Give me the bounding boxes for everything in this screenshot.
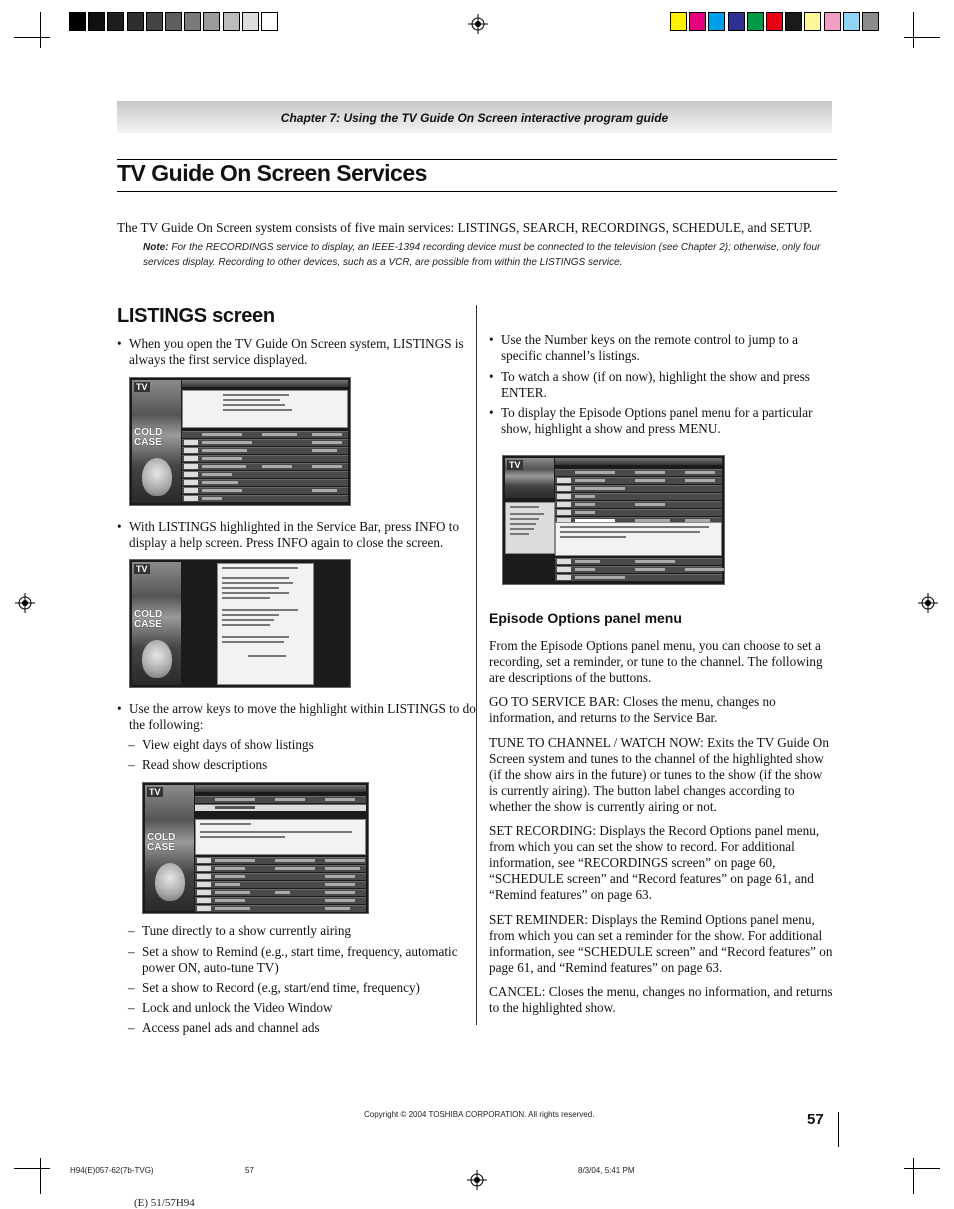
listing-grid (195, 856, 366, 912)
color-swatch (804, 12, 821, 31)
listings-dash-6: – Lock and unlock the Video Window (128, 1000, 472, 1016)
right-bullet-2: • To watch a show (if on now), highlight the show and press ENTER. (489, 369, 841, 401)
listing-grid (555, 468, 722, 524)
file-page: 57 (245, 1166, 254, 1175)
info-window (182, 390, 348, 428)
color-swatch (69, 12, 86, 31)
tv-guide-logo: TV (136, 564, 148, 574)
description-screenshot (142, 782, 369, 914)
service-bar (195, 785, 366, 792)
note (143, 240, 833, 270)
note-label: Note: (143, 242, 169, 253)
note-text: For the RECORDINGS service to display, an IEEE-1394 recording device must be connected to the television (see Chapter 2); otherwise, only four services display. Recording to other devices, such as a VCR, are possible from within the LISTINGS service. (143, 242, 821, 268)
color-swatch (785, 12, 802, 31)
ad-photo (142, 458, 172, 496)
ad-text: CASE (134, 437, 162, 448)
ad-text: COLD (134, 427, 163, 438)
service-bar (182, 380, 348, 387)
episode-paragraph-3: TUNE TO CHANNEL / WATCH NOW: Exits the TV Guide On Screen system and tunes to the channel of the highlighted show (if the show airs in the future) or tunes to the show (if the show is currently airing). The button label changes according to whether the show is currently airing or not. (489, 735, 829, 814)
right-bullet-3: • To display the Episode Options panel menu for a particular show, highlight a show and press MENU. (489, 405, 841, 437)
registration-mark-icon (467, 1170, 487, 1190)
listing-grid (195, 795, 366, 811)
listings-dash-1: – View eight days of show listings (128, 737, 472, 753)
model-number: (E) 51/57H94 (134, 1197, 195, 1209)
episode-paragraph-6: CANCEL: Closes the menu, changes no information, and returns to the highlighted show. (489, 984, 833, 1015)
tv-guide-logo: TV (149, 787, 161, 797)
listings-bullet-1: • When you open the TV Guide On Screen system, LISTINGS is always the first service displayed. (117, 336, 477, 368)
episode-paragraph-4: SET RECORDING: Displays the Record Options panel menu, from which you can set the show to record. For additional information, see “RECORDINGS screen” on page 60, “SCHEDULE screen” and “Record features” on page 61, and “Remind features” on page 63. (489, 823, 820, 902)
listings-heading: LISTINGS screen (117, 305, 275, 327)
title-rule-bottom (117, 191, 837, 192)
listings-dash-7: – Access panel ads and channel ads (128, 1020, 472, 1036)
crop-mark (904, 37, 940, 38)
file-name: H94(E)057-62(7b-TVG) (70, 1166, 154, 1175)
color-swatch (824, 12, 841, 31)
copyright: Copyright © 2004 TOSHIBA CORPORATION. All rights reserved. (364, 1110, 595, 1119)
episode-options-heading: Episode Options panel menu (489, 610, 682, 626)
listings-bullet-2: • With LISTINGS highlighted in the Service Bar, press INFO to display a help screen. Press INFO again to close the screen. (117, 519, 477, 551)
registration-mark-icon (468, 14, 488, 34)
registration-mark-icon (918, 593, 938, 613)
listings-dash-3: – Tune directly to a show currently airing (128, 923, 472, 939)
ad-text: CASE (147, 842, 175, 853)
color-swatch (843, 12, 860, 31)
help-screenshot (129, 559, 351, 688)
right-bullet-1: • Use the Number keys on the remote control to jump to a specific channel’s listings. (489, 332, 841, 364)
page-number-rule (838, 1112, 839, 1147)
page-number: 57 (807, 1111, 824, 1128)
crop-mark (14, 37, 50, 38)
color-swatch (728, 12, 745, 31)
color-swatch (127, 12, 144, 31)
color-swatch (146, 12, 163, 31)
crop-mark (913, 12, 914, 48)
episode-options-menu (505, 502, 555, 554)
crop-mark (40, 12, 41, 48)
listings-dash-4: – Set a show to Remind (e.g., start time, frequency, automatic power ON, auto-tune TV) (128, 944, 480, 976)
description-window (555, 522, 722, 556)
color-swatch (261, 12, 278, 31)
intro-paragraph: The TV Guide On Screen system consists of five main services: LISTINGS, SEARCH, RECORDINGS, SCHEDULE, and SETUP. (117, 220, 813, 235)
color-swatch (242, 12, 259, 31)
crop-mark (913, 1158, 914, 1194)
color-swatch (165, 12, 182, 31)
video-window (132, 380, 181, 503)
tv-guide-logo: TV (509, 460, 521, 470)
video-window (145, 785, 194, 911)
column-divider (476, 305, 477, 1025)
ad-photo (142, 640, 172, 678)
listing-grid (555, 557, 722, 581)
ad-text: COLD (134, 609, 163, 620)
episode-paragraph-1: From the Episode Options panel menu, you can choose to set a recording, set a reminder, or tune to the channel. The following are descriptions of the buttons. (489, 638, 823, 685)
episode-paragraph-5: SET REMINDER: Displays the Remind Options panel menu, from which you can set a reminder for the show. For additional information, see “SCHEDULE screen” and “Record features” on page 61, and “Remind features” on page 63. (489, 912, 833, 975)
chapter-header (117, 101, 832, 133)
description-window (195, 819, 366, 855)
color-swatch (184, 12, 201, 31)
color-swatch (708, 12, 725, 31)
listing-grid (182, 430, 348, 502)
color-swatch (766, 12, 783, 31)
color-swatch (670, 12, 687, 31)
registration-mark-icon (15, 593, 35, 613)
tv-guide-logo: TV (136, 382, 148, 392)
color-swatch (747, 12, 764, 31)
print-date: 8/3/04, 5:41 PM (578, 1166, 635, 1175)
page-title: TV Guide On Screen Services (117, 160, 427, 186)
ad-text: COLD (147, 832, 176, 843)
episode-paragraph-2: GO TO SERVICE BAR: Closes the menu, changes no information, and returns to the Service Bar. (489, 694, 776, 725)
listings-screenshot (129, 377, 351, 506)
color-swatch (203, 12, 220, 31)
listings-dash-5: – Set a show to Record (e.g, start/end time, frequency) (128, 980, 480, 996)
crop-mark (904, 1168, 940, 1169)
color-swatch (223, 12, 240, 31)
episode-options-screenshot (502, 455, 725, 585)
video-window (505, 458, 554, 498)
crop-mark (14, 1168, 50, 1169)
chapter-header-text: Chapter 7: Using the TV Guide On Screen interactive program guide (280, 111, 669, 125)
color-swatch (107, 12, 124, 31)
ad-text: CASE (134, 619, 162, 630)
ad-photo (155, 863, 185, 901)
crop-mark (40, 1158, 41, 1194)
help-window (217, 563, 314, 685)
color-swatch (862, 12, 879, 31)
listings-bullet-3: • Use the arrow keys to move the highlight within LISTINGS to do the following: (117, 701, 477, 733)
color-swatch (88, 12, 105, 31)
video-window (132, 562, 181, 685)
listings-dash-2: – Read show descriptions (128, 757, 472, 773)
service-bar (555, 458, 722, 465)
color-swatch (689, 12, 706, 31)
